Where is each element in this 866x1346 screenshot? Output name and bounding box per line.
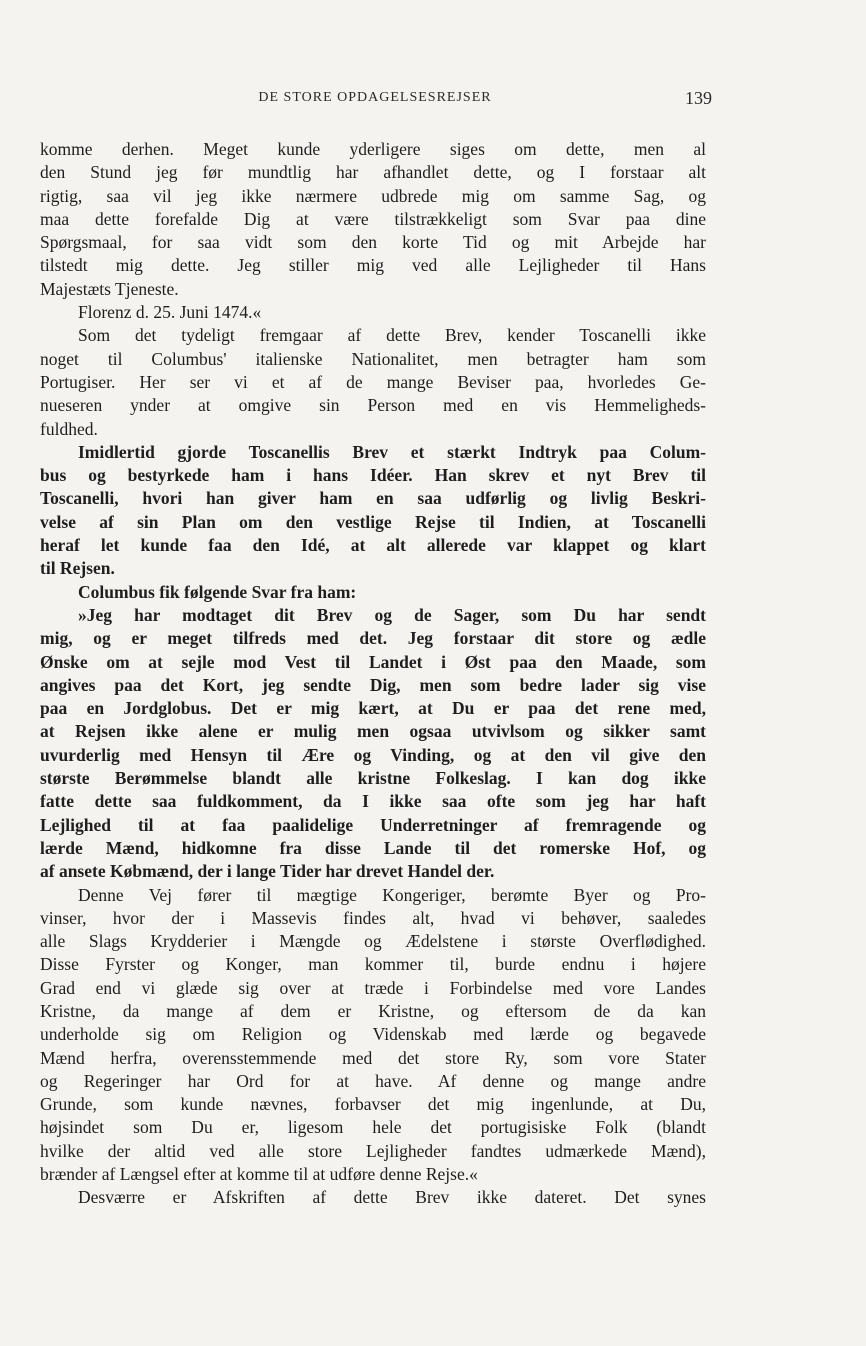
text-line: Denne Vej fører til mægtige Kongeriger, berømte Byer og Pro-	[78, 884, 706, 905]
text-line: Ønske om at sejle mod Vest til Landet i Øst paa den Maade, som	[40, 651, 706, 672]
text-line: Florenz d. 25. Juni 1474.«	[78, 302, 262, 323]
text-line: Imidlertid gjorde Toscanellis Brev et stærkt Indtryk paa Colum-	[78, 441, 706, 462]
text-line: Mænd herfra, overensstemmende med det store Ry, som vore Stater	[40, 1047, 706, 1068]
text-line: heraf let kunde faa den Idé, at alt allerede var klappet og klart	[40, 535, 706, 556]
running-head: DE STORE OPDAGELSESREJSER	[258, 90, 492, 105]
body-text	[40, 138, 706, 1210]
text-line: Portugiser. Her ser vi et af de mange Beviser paa, hvorledes Ge-	[40, 371, 706, 392]
text-line: højsindet som Du er, ligesom hele det portugisiske Folk (blandt	[40, 1117, 706, 1138]
text-line: Columbus fik følgende Svar fra ham:	[78, 581, 357, 602]
text-line: alle Slags Krydderier i Mængde og Ædelstene i største Overflødighed.	[40, 931, 706, 952]
text-line: vinser, hvor der i Massevis findes alt, hvad vi behøver, saaledes	[40, 907, 706, 928]
text-line: Toscanelli, hvori han giver ham en saa udførlig og livlig Beskri-	[40, 488, 706, 509]
text-line: fuldhed.	[40, 418, 98, 439]
text-line: rigtig, saa vil jeg ikke nærmere udbrede mig om samme Sag, og	[40, 185, 706, 206]
text-line: hvilke der altid ved alle store Lejligheder fandtes udmærkede Mænd),	[40, 1140, 706, 1161]
text-line: brænder af Længsel efter at komme til at udføre denne Rejse.«	[40, 1164, 478, 1185]
text-line: største Berømmelse blandt alle kristne Folkeslag. I kan dog ikke	[40, 768, 706, 789]
text-line: den Stund jeg før mundtlig har afhandlet dette, og I forstaar alt	[40, 162, 706, 183]
text-line: komme derhen. Meget kunde yderligere siges om dette, men al	[40, 139, 706, 159]
text-line: angives paa det Kort, jeg sendte Dig, men som bedre lader sig vise	[40, 674, 706, 695]
text-line: fatte dette saa fuldkomment, da I ikke saa ofte som jeg har haft	[40, 791, 706, 812]
text-line: »Jeg har modtaget dit Brev og de Sager, som Du har sendt	[78, 604, 706, 625]
page-number: 139	[685, 88, 712, 108]
text-line: Lejlighed til at faa paalidelige Underretninger af fremragende og	[40, 814, 706, 835]
text-line: lærde Mænd, hidkomne fra disse Lande til det romerske Hof, og	[40, 837, 706, 858]
text-line: af ansete Købmænd, der i lange Tider har drevet Handel der.	[40, 861, 495, 882]
text-line: mig, og er meget tilfreds med det. Jeg forstaar dit store og ædle	[40, 628, 706, 649]
text-line: Majestæts Tjeneste.	[40, 278, 179, 299]
text-line: Disse Fyrster og Konger, man kommer til, burde endnu i højere	[40, 954, 706, 975]
text-line: Grunde, som kunde nævnes, forbavser det mig ingenlunde, at Du,	[40, 1094, 706, 1115]
text-line: og Regeringer har Ord for at have. Af denne og mange andre	[40, 1070, 706, 1091]
text-line: nueseren ynder at omgive sin Person med en vis Hemmeligheds-	[40, 395, 706, 416]
text-line: noget til Columbus' italienske Nationalitet, men betragter ham som	[40, 348, 706, 369]
text-line: underholde sig om Religion og Videnskab med lærde og begavede	[40, 1024, 706, 1045]
text-line: maa dette forefalde Dig at være tilstrækkeligt som Svar paa dine	[40, 208, 706, 229]
text-line: Desværre er Afskriften af dette Brev ikke dateret. Det synes	[78, 1187, 706, 1208]
text-line: bus og bestyrkede ham i hans Idéer. Han skrev et nyt Brev til	[40, 465, 706, 486]
text-line: Spørgsmaal, for saa vidt som den korte Tid og mit Arbejde har	[40, 232, 706, 253]
text-line: uvurderlig med Hensyn til Ære og Vinding, og at den vil give den	[40, 744, 706, 765]
text-line: Som det tydeligt fremgaar af dette Brev, kender Toscanelli ikke	[78, 325, 706, 346]
text-line: Grad end vi glæde sig over at træde i Forbindelse med vore Landes	[40, 977, 706, 998]
text-line: paa en Jordglobus. Det er mig kært, at Du er paa det rene med,	[40, 698, 706, 719]
text-line: Kristne, da mange af dem er Kristne, og eftersom de da kan	[40, 1000, 706, 1021]
text-line: velse af sin Plan om den vestlige Rejse til Indien, at Toscanelli	[40, 511, 706, 532]
text-line: til Rejsen.	[40, 558, 115, 579]
text-line: at Rejsen ikke alene er mulig men ogsaa utvivlsom og sikker samt	[40, 721, 706, 742]
text-line: tilstedt mig dette. Jeg stiller mig ved alle Lejligheder til Hans	[40, 255, 706, 276]
